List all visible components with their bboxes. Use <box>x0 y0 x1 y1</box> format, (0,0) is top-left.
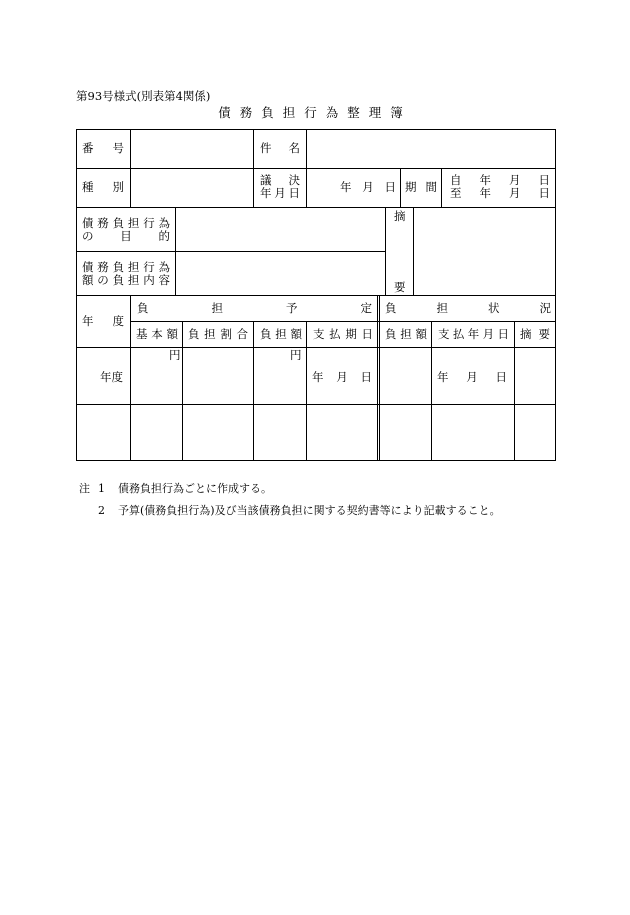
col-paid-date: 支 払 年 月 日 <box>438 327 509 341</box>
ledger-table <box>76 129 556 461</box>
subject-label: 件 名 <box>260 141 300 155</box>
note-text: 債務負担行為ごとに作成する。 <box>118 482 272 495</box>
currency-base: 円 <box>169 348 181 362</box>
row-year-suffix: 年度 <box>100 370 123 384</box>
type-label: 種 別 <box>82 180 124 194</box>
plan-label: 負 担 予 定 <box>137 301 372 315</box>
note-text: 予算(債務負担行為)及び当該債務負担に関する契約書等により記載すること。 <box>118 504 501 517</box>
remarks-side-label-top: 摘 <box>394 209 406 223</box>
period-dates: 自 年 月 日 至 年 月 日 <box>450 173 550 200</box>
paid-date-parts: 年 月 日 <box>437 370 507 384</box>
col-status-amount: 負 担 額 <box>385 327 427 341</box>
note-number: 2 <box>98 504 105 517</box>
note-number: 1 <box>98 482 105 495</box>
pay-date-parts: 年 月 日 <box>312 370 372 384</box>
note-head: 注 <box>79 482 90 495</box>
period-label: 期 間 <box>405 180 437 194</box>
number-label: 番 号 <box>82 141 124 155</box>
status-label: 負 担 状 況 <box>385 301 551 315</box>
col-burden-amount: 負 担 額 <box>260 327 302 341</box>
col-pay-date: 支 払 期 日 <box>313 327 373 341</box>
col-share: 負 担 割 合 <box>188 327 248 341</box>
document-title: 債務負担行為整理簿 <box>218 105 412 120</box>
remarks-side-label-bottom: 要 <box>394 280 406 294</box>
purpose-label: 債 務 負 担 行 為 の 目 的 <box>82 216 170 243</box>
col-base-amount: 基 本 額 <box>136 327 178 341</box>
currency-burden: 円 <box>290 348 302 362</box>
note-item <box>79 478 501 500</box>
amount-content-label: 債 務 負 担 行 為 額 の 負 担 内 容 <box>82 260 170 287</box>
resolution-label: 議 決 年 月 日 <box>260 173 300 200</box>
form-number: 第93号様式(別表第4関係) <box>76 89 211 103</box>
year-label: 年 度 <box>82 314 124 328</box>
resolution-date: 年 月 日 <box>340 180 396 194</box>
col-remarks: 摘 要 <box>520 327 550 341</box>
notes-section <box>79 478 501 522</box>
note-item <box>79 500 501 522</box>
